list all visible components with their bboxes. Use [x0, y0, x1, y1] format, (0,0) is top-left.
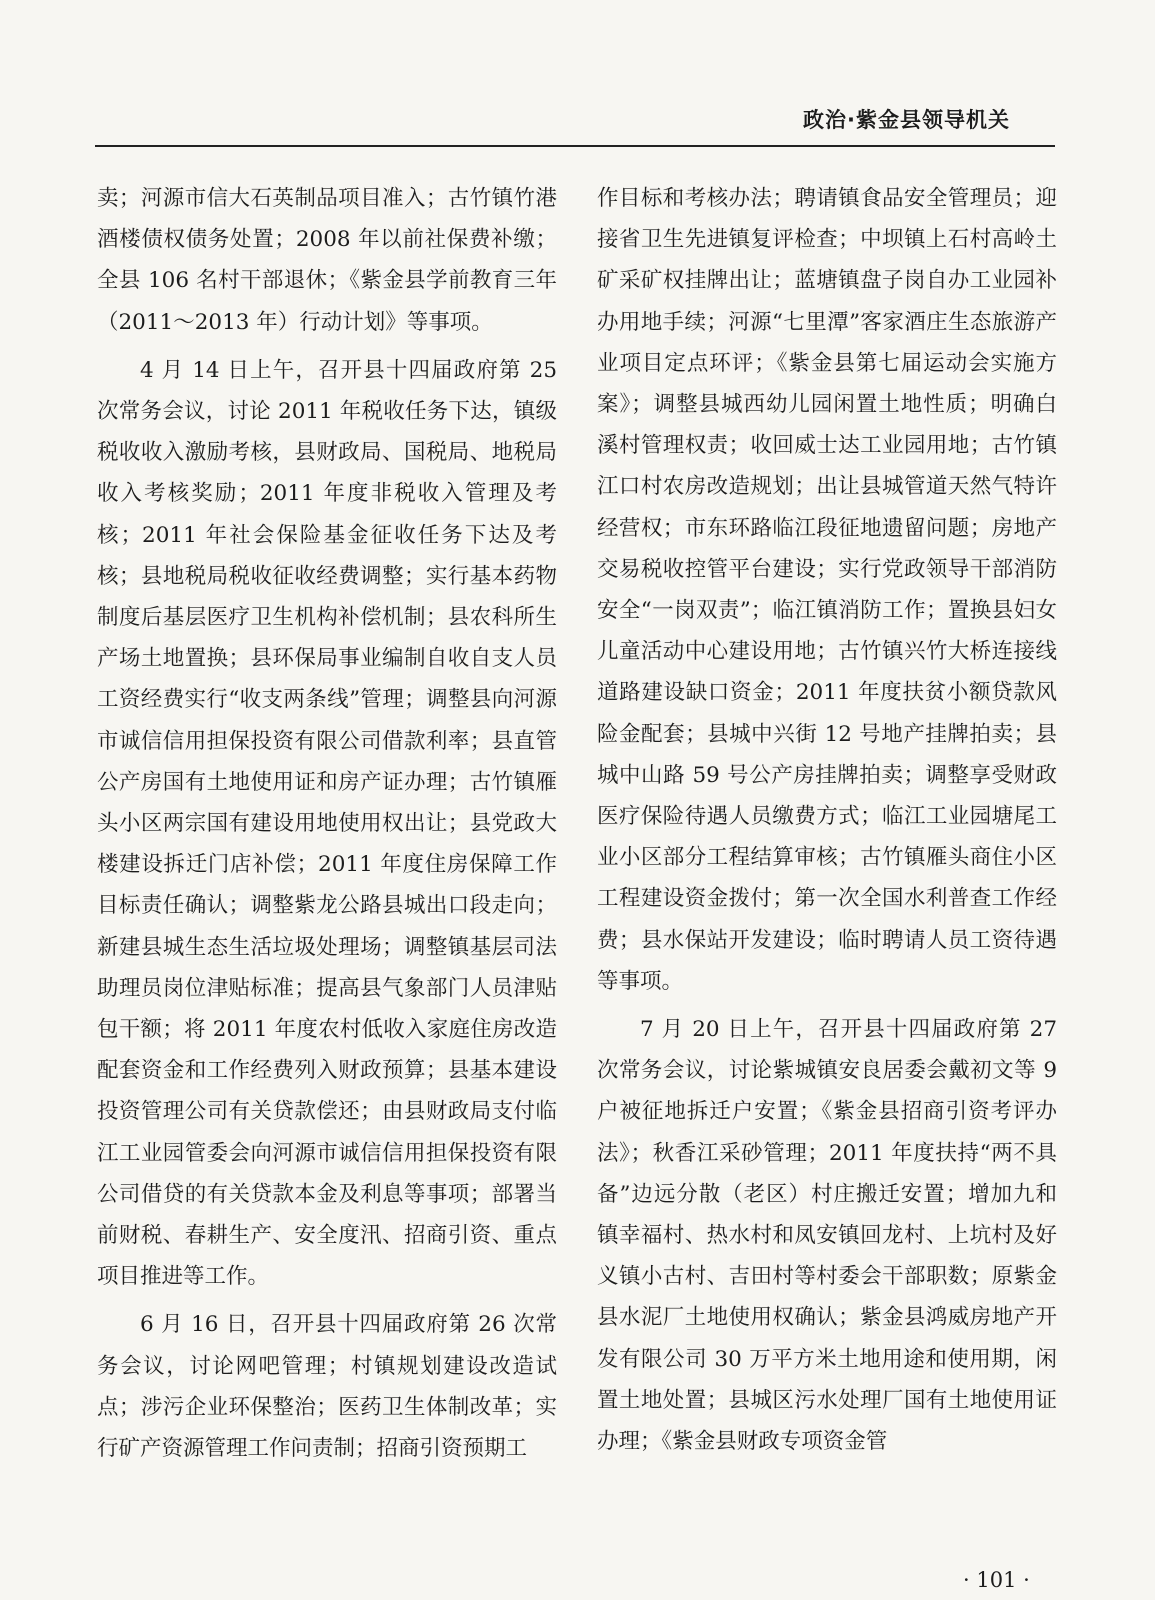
- paragraph: 作目标和考核办法；聘请镇食品安全管理员；迎接省卫生先进镇复评检查；中坝镇上石村高岭土矿采矿权挂牌出让；蓝塘镇盘子岗自办工业园补办用地手续；河源“七里潭”客家酒庄生态旅游产业项目定点环评；《紫金县第七届运动会实施方案》；调整县城西幼儿园闲置土地性质；明确白溪村管理权责；收回威士达工业园用地；古竹镇江口村农房改造规划；出让县城管道天然气特许经营权；市东环路临江段征地遗留问题；房地产交易税收控管平台建设；实行党政领导干部消防安全“一岗双责”；临江镇消防工作；置换县妇女儿童活动中心建设用地；古竹镇兴竹大桥连接线道路建设缺口资金；2011 年度扶贫小额贷款风险金配套；县城中兴街 12 号地产挂牌拍卖；县城中山路 59 号公产房挂牌拍卖；调整享受财政医疗保险待遇人员缴费方式；临江工业园塘尾工业小区部分工程结算审核；古竹镇雁头商住小区工程建设资金拨付；第一次全国水利普查工作经费；县水保站开发建设；临时聘请人员工资待遇等事项。: [597, 186, 1057, 994]
- paragraph: 7 月 20 日上午，召开县十四届政府第 27 次常务会议，讨论紫城镇安良居委会戴初文等 9 户被征地拆迁户安置；《紫金县招商引资考评办法》；秋香江采砂管理；2011 年度扶持“两不具备”边远分散（老区）村庄搬迁安置；增加九和镇幸福村、热水村和凤安镇回龙村、上坑村及好义镇小古村、吉田村等村委会干部职数；原紫金县水泥厂土地使用权确认；紫金县鸿威房地产开发有限公司 30 万平方米土地用途和使用期，闲置土地处置；县城区污水处理厂国有土地使用证办理；《紫金县财政专项资金管: [597, 1017, 1057, 1455]
- running-header: 政治·紫金县领导机关: [803, 108, 1010, 132]
- right-column: [597, 178, 1057, 1469]
- paragraph: 6 月 16 日，召开县十四届政府第 26 次常务会议，讨论网吧管理；村镇规划建设改造试点；涉污企业环保整治；医药卫生体制改革；实行矿产资源管理工作问责制；招商引资预期工: [97, 1312, 557, 1462]
- left-column: [97, 178, 557, 1476]
- page-number: · 101 ·: [963, 1568, 1030, 1592]
- paragraph: 4 月 14 日上午，召开县十四届政府第 25 次常务会议，讨论 2011 年税收任务下达，镇级税收收入激励考核，县财政局、国税局、地税局收入考核奖励；2011 年度非税收入管理及考核；2011 年社会保险基金征收任务下达及考核；县地税局税收征收经费调整；实行基本药物制度后基层医疗卫生机构补偿机制；县农科所生产场土地置换；县环保局事业编制自收自支人员工资经费实行“收支两条线”管理；调整县向河源市诚信信用担保投资有限公司借款利率；县直管公产房国有土地使用证和房产证办理；古竹镇雁头小区两宗国有建设用地使用权出让；县党政大楼建设拆迁门店补偿；2011 年度住房保障工作目标责任确认；调整紫龙公路县城出口段走向；新建县城生态生活垃圾处理场；调整镇基层司法助理员岗位津贴标准；提高县气象部门人员津贴包干额；将 2011 年度农村低收入家庭住房改造配套资金和工作经费列入财政预算；县基本建设投资管理公司有关贷款偿还；由县财政局支付临江工业园管委会向河源市诚信信用担保投资有限公司借贷的有关贷款本金及利息等事项；部署当前财税、春耕生产、安全度汛、招商引资、重点项目推进等工作。: [97, 357, 557, 1290]
- header-rule: [95, 145, 1055, 147]
- paragraph: 卖；河源市信大石英制品项目准入；古竹镇竹港酒楼债权债务处置；2008 年以前社保费补缴；全县 106 名村干部退休；《紫金县学前教育三年（2011～2013 年）行动计划》等事项。: [97, 186, 557, 335]
